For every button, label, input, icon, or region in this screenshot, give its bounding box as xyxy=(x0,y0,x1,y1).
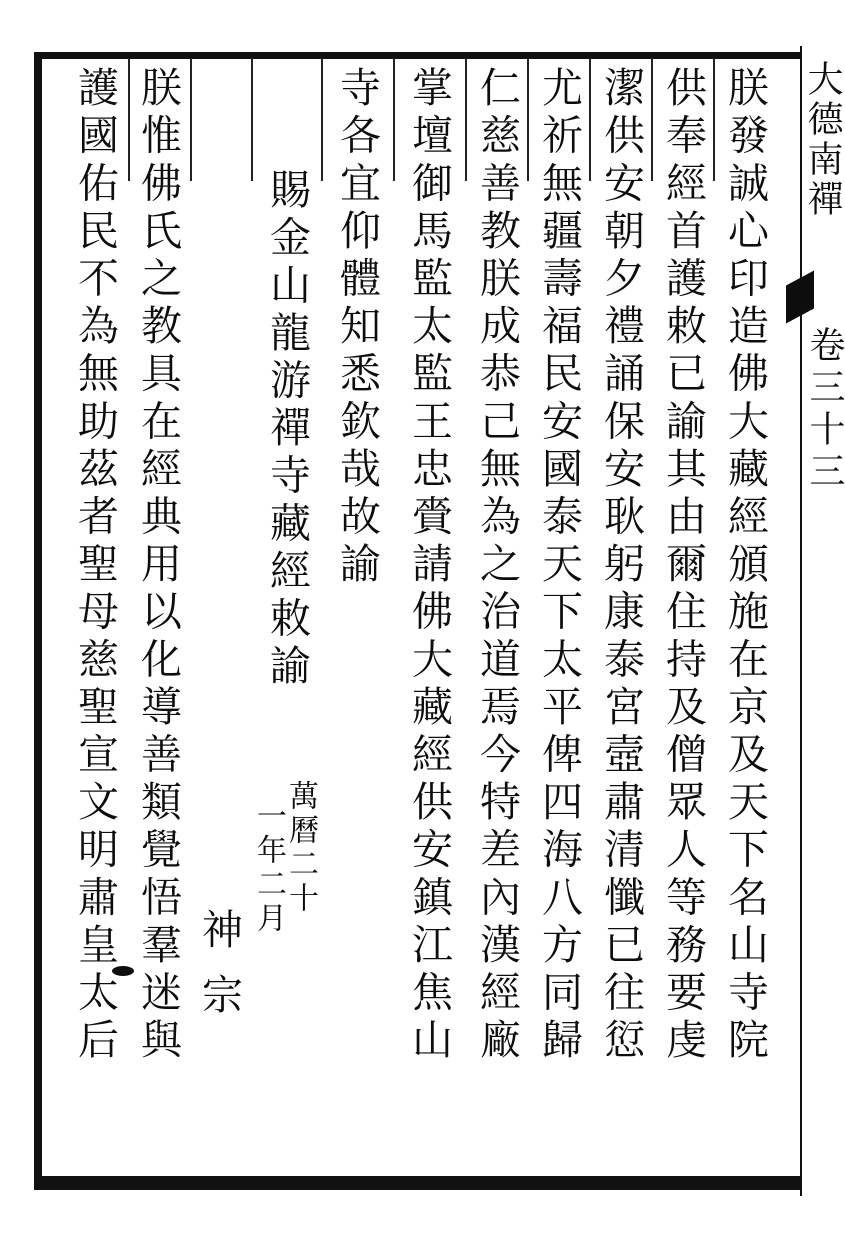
column-rule xyxy=(589,58,591,181)
column-rule xyxy=(465,58,467,181)
column-rule xyxy=(713,58,715,181)
text-column: 朕發誠心印造佛大藏經頒施在京及天下名山寺院 xyxy=(721,66,769,1066)
text-column: 供奉經首護敕已諭其由爾住持及僧眾人等務要虔 xyxy=(659,66,707,1066)
date-note-line: 一年二月 xyxy=(251,800,286,936)
emperor-signature: 神宗 xyxy=(195,908,243,1038)
text-column: 護國佑民不為無助茲者聖母慈聖宣文明肅皇太后 xyxy=(71,66,119,1066)
column-rule xyxy=(527,58,529,181)
text-column: 寺各宜仰體知悉欽哉故諭 xyxy=(333,66,381,590)
edict-title-column: 賜金山龍游禪寺藏經敕諭 xyxy=(263,168,311,692)
running-header-title: 大德南禪 xyxy=(802,60,843,220)
date-note-line: 萬曆二十 xyxy=(283,780,318,916)
column-rule xyxy=(321,58,323,181)
column-rule xyxy=(128,58,130,181)
text-column: 仁慈善教朕成恭己無為之治道焉今特差內漢經廠 xyxy=(473,66,521,1066)
column-rule xyxy=(393,58,395,181)
text-column: 掌壇御馬監太監王忠賫請佛大藏經供安鎮江焦山 xyxy=(405,66,453,1066)
column-rule xyxy=(190,58,192,181)
text-column: 尤祈無疆壽福民安國泰天下太平俾四海八方同歸 xyxy=(535,66,583,1066)
text-column: 潔供安朝夕禮誦保安耿躬康泰宮壼肅清懺已往愆 xyxy=(597,66,645,1066)
running-header-page-label: 卷三十三 xyxy=(804,326,845,494)
text-column: 朕惟佛氏之教具在經典用以化導善類覺悟羣迷與 xyxy=(134,66,182,1066)
column-rule xyxy=(651,58,653,181)
column-rule xyxy=(251,58,253,181)
